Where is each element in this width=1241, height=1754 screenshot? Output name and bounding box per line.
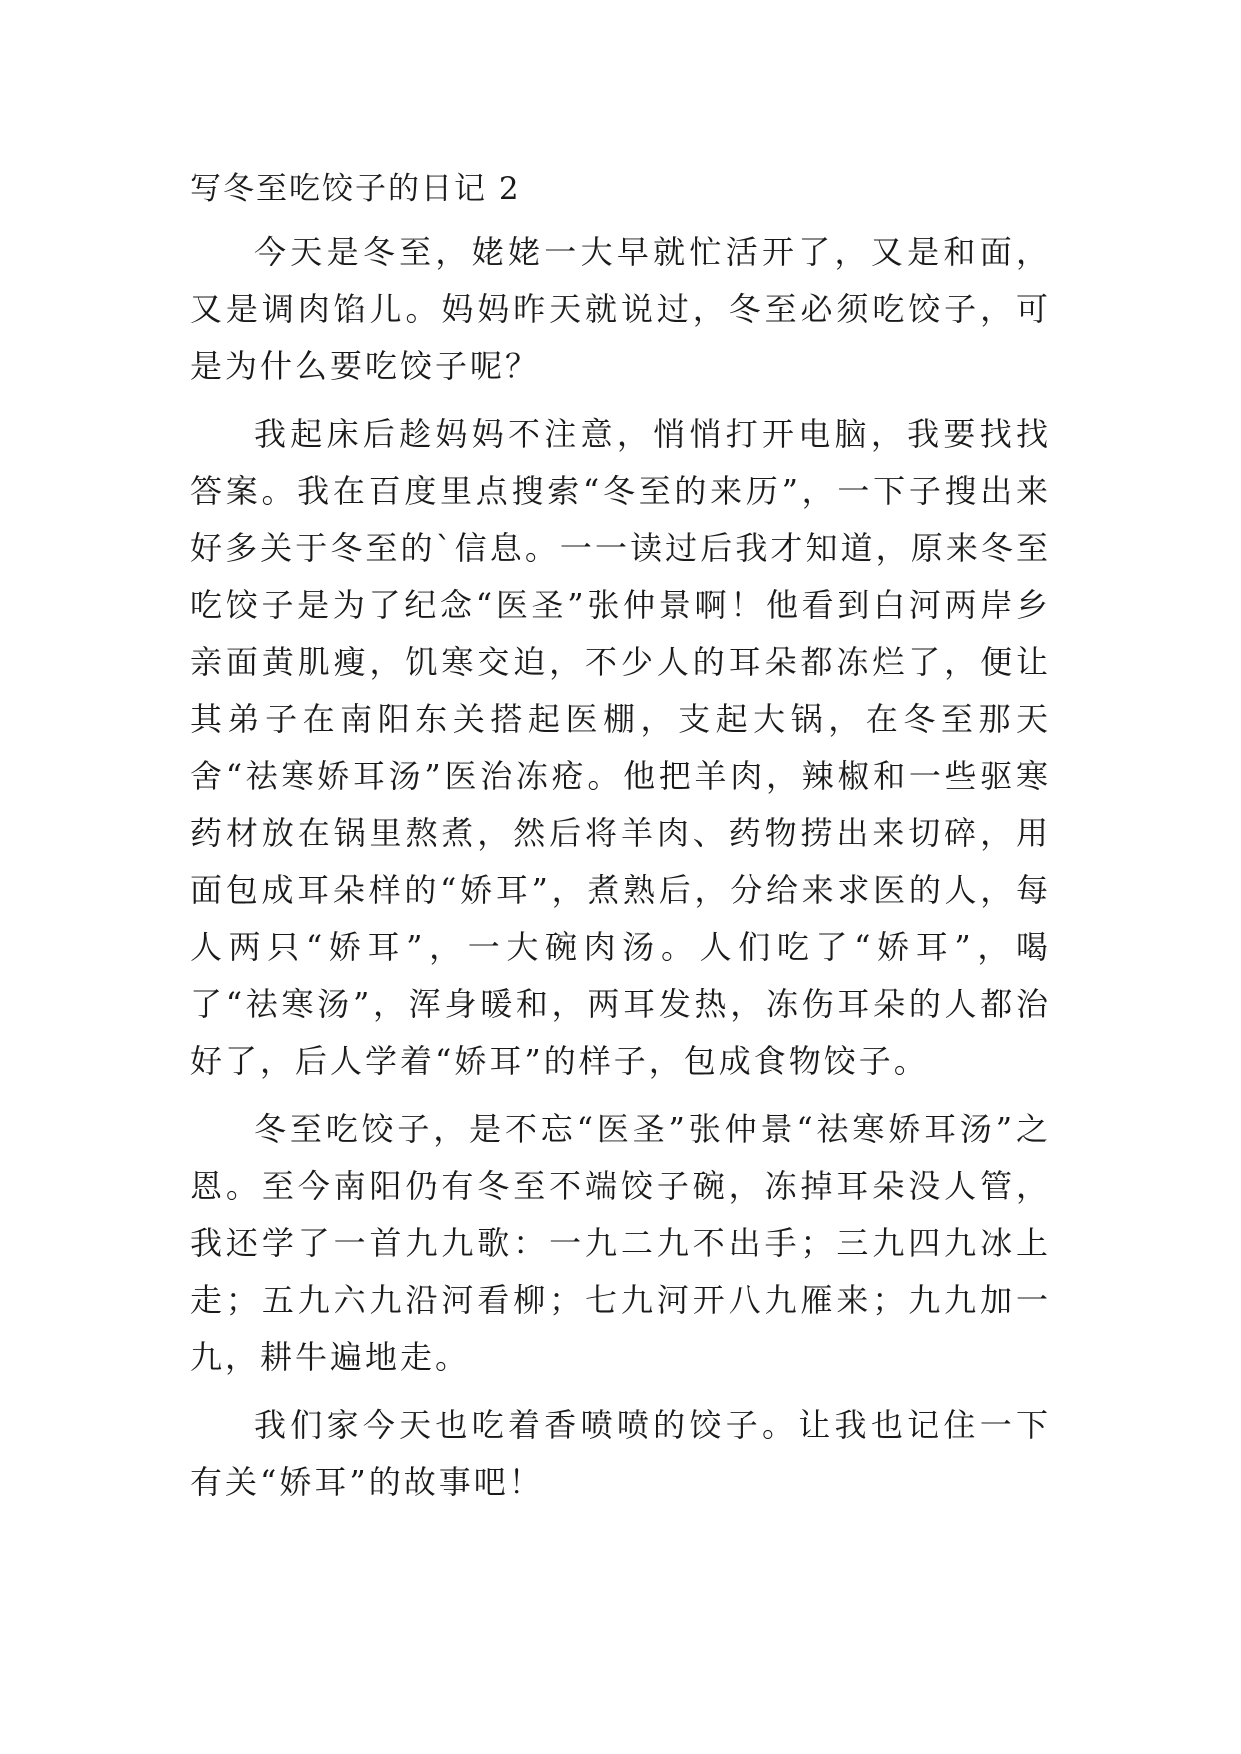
document-title: 写冬至吃饺子的日记 2 (190, 171, 521, 207)
paragraph-1: 今天是冬至，姥姥一大早就忙活开了，又是和面，又是调肉馅儿。妈妈昨天就说过，冬至必须吃饺子，可是为什么要吃饺子呢？ (190, 233, 1051, 385)
paragraph-3: 冬至吃饺子，是不忘“医圣”张仲景“祛寒娇耳汤”之恩。至今南阳仍有冬至不端饺子碗，冻掉耳朵没人管，我还学了一首九九歌：一九二九不出手；三九四九冰上走；五九六九沿河看柳；七九河开八九雁来；九九加一九，耕牛遍地走。 (190, 1110, 1051, 1376)
paragraph-2: 我起床后趁妈妈不注意，悄悄打开电脑，我要找找答案。我在百度里点搜索“冬至的来历”，一下子搜出来好多关于冬至的`信息。一一读过后我才知道，原来冬至吃饺子是为了纪念“医圣”张仲景啊！他看到白河两岸乡亲面黄肌瘦，饥寒交迫，不少人的耳朵都冻烂了，便让其弟子在南阳东关搭起医棚，支起大锅，在冬至那天舍“祛寒娇耳汤”医治冻疮。他把羊肉，辣椒和一些驱寒药材放在锅里熬煮，然后将羊肉、药物捞出来切碎，用面包成耳朵样的“娇耳”，煮熟后，分给来求医的人，每人两只“娇耳”，一大碗肉汤。人们吃了“娇耳”，喝了“祛寒汤”，浑身暖和，两耳发热，冻伤耳朵的人都治好了，后人学着“娇耳”的样子，包成食物饺子。 (190, 415, 1051, 1080)
paragraph-4: 我们家今天也吃着香喷喷的饺子。让我也记住一下有关“娇耳”的故事吧！ (190, 1406, 1051, 1501)
